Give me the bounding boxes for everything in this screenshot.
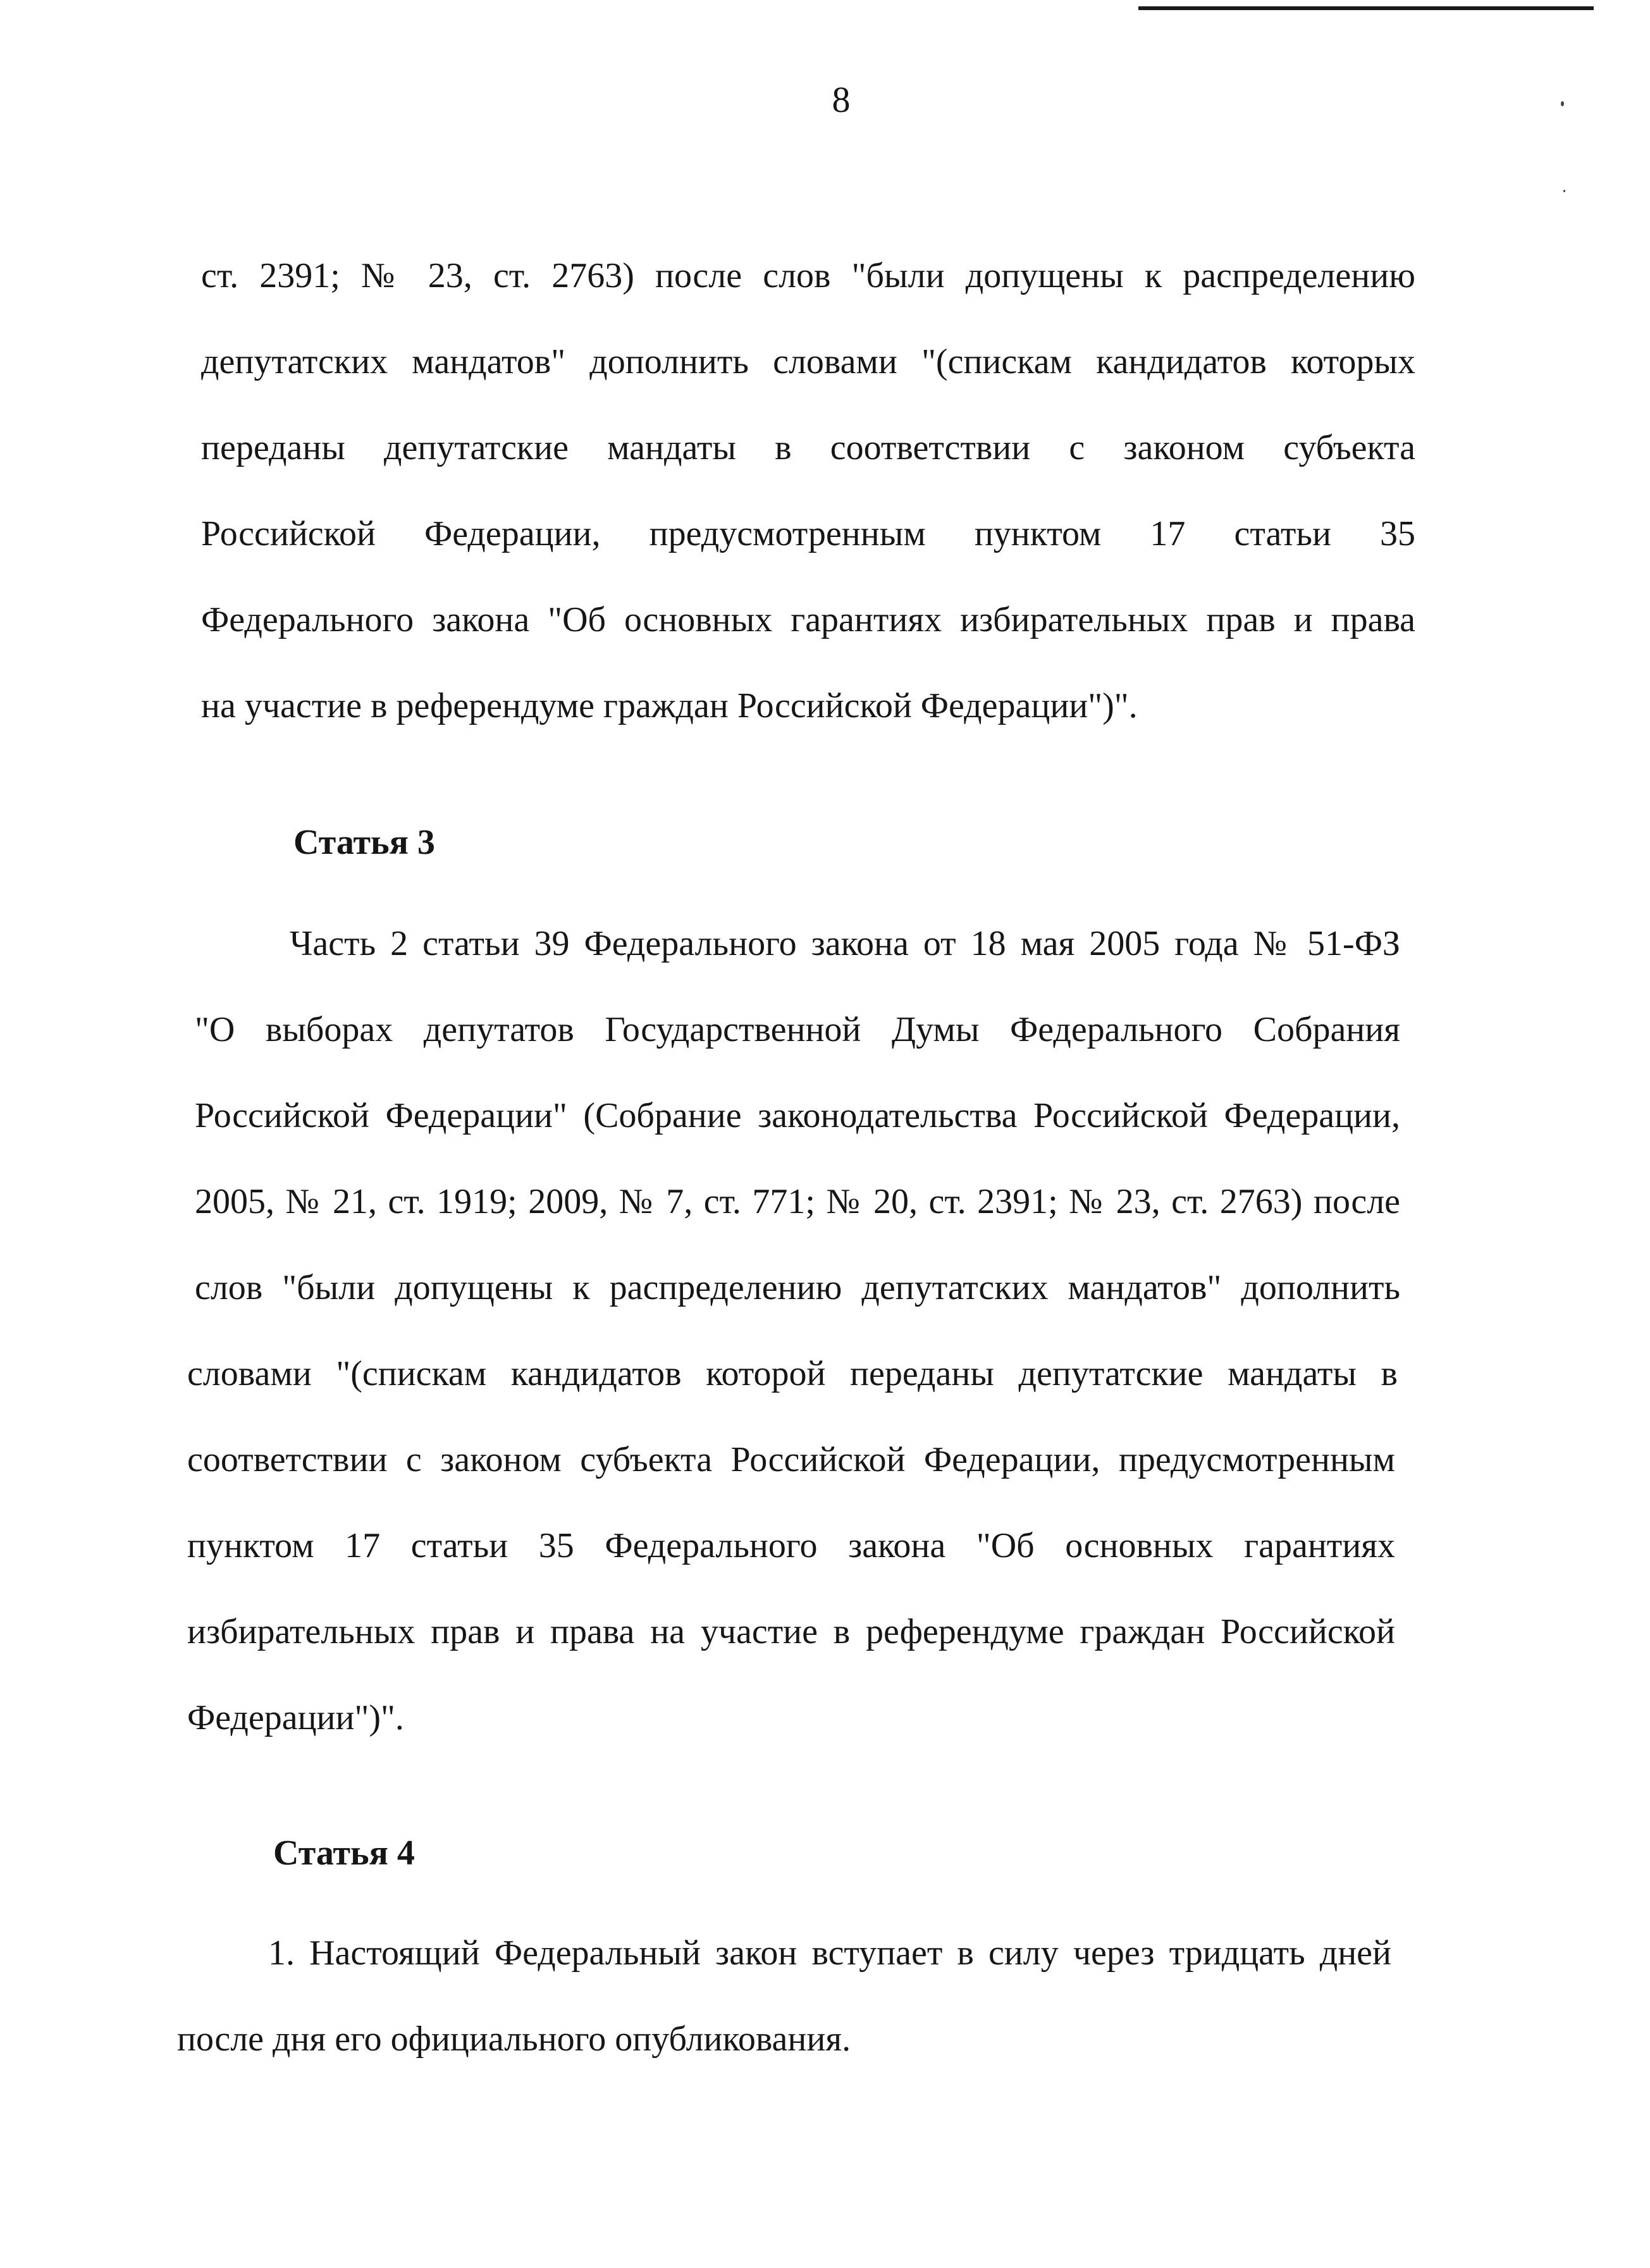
text-line: на участие в референдуме граждан Российской Федерации")". — [201, 686, 1138, 725]
text-line: пунктом 17 статьи 35 Федерального закона "Об основных гарантиях — [187, 1526, 1395, 1565]
text-line: 1. Настоящий Федеральный закон вступает в силу через тридцать дней — [268, 1933, 1391, 1973]
text-line: после дня его официального опубликования. — [177, 2019, 851, 2059]
article-4-heading: Статья 4 — [273, 1834, 415, 1873]
text-line: избирательных прав и права на участие в референдуме граждан Российской — [187, 1612, 1395, 1651]
text-line: соответствии с законом субъекта Российской Федерации, предусмотренным — [187, 1440, 1395, 1479]
article-3-heading: Статья 3 — [293, 823, 435, 862]
text-line: Федерального закона "Об основных гарантиях избирательных прав и права — [201, 600, 1415, 639]
text-line: ст. 2391; № 23, ст. 2763) после слов "были допущены к распределению — [201, 256, 1415, 295]
text-line: Часть 2 статьи 39 Федерального закона от 18 мая 2005 года № 51-ФЗ — [290, 924, 1400, 963]
scan-speck — [1563, 190, 1565, 192]
text-line: "О выборах депутатов Государственной Думы Федерального Собрания — [195, 1010, 1400, 1049]
page-number: 8 — [832, 79, 851, 120]
text-line: переданы депутатские мандаты в соответствии с законом субъекта — [201, 428, 1415, 467]
scan-edge-line — [1138, 6, 1594, 10]
text-line: слов "были допущены к распределению депутатских мандатов" дополнить — [195, 1268, 1400, 1307]
text-line: 2005, № 21, ст. 1919; 2009, № 7, ст. 771; № 20, ст. 2391; № 23, ст. 2763) после — [195, 1182, 1400, 1221]
text-line: Российской Федерации" (Собрание законодательства Российской Федерации, — [195, 1096, 1400, 1135]
scan-speck — [1561, 101, 1564, 106]
text-line: депутатских мандатов" дополнить словами "(спискам кандидатов которых — [201, 342, 1415, 381]
text-line: словами "(спискам кандидатов которой переданы депутатские мандаты в — [187, 1354, 1398, 1393]
text-line: Федерации")". — [187, 1698, 404, 1737]
text-line: Российской Федерации, предусмотренным пунктом 17 статьи 35 — [201, 514, 1415, 553]
